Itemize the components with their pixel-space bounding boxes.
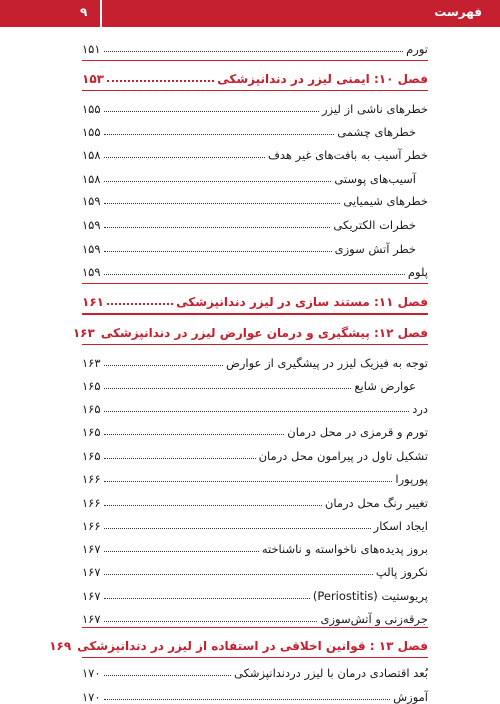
dot-leader [104, 202, 341, 204]
dot-leader [104, 410, 410, 412]
header-page-number: ۹ [80, 5, 88, 19]
entry-page-number: ۱۵۸ [82, 172, 101, 186]
entry-page-number: ۱۵۳ [82, 72, 104, 86]
toc-chapter [49, 633, 428, 653]
header-title: فهرست [434, 5, 482, 19]
entry-title: پورپورا [395, 472, 428, 486]
toc-entry [82, 396, 428, 416]
dot-leader [107, 302, 173, 305]
chapter-rule-bottom [82, 344, 428, 345]
entry-page-number: ۱۶۶ [82, 496, 101, 510]
toc-entry [82, 350, 428, 370]
toc-entry [82, 119, 428, 139]
entry-page-number: ۱۶۷ [82, 542, 101, 556]
entry-page-number: ۱۶۳ [72, 326, 95, 340]
entry-title: خطرهای چشمی [337, 125, 416, 139]
entry-title: ایجاد اسکار [373, 519, 428, 533]
toc-entry [82, 660, 428, 680]
entry-title: فصل ۱۰: ایمنی لیزر در دندانپزشکی [217, 72, 428, 86]
entry-title: تغییر رنگ محل درمان [324, 496, 428, 510]
dot-leader [104, 480, 393, 482]
entry-page-number: ۱۵۵ [82, 125, 101, 139]
entry-title: خطرهای ناشی از لیزر [322, 102, 428, 116]
toc-entry [82, 443, 428, 463]
chapter-rule-top [82, 283, 428, 284]
dot-leader [104, 597, 310, 599]
entry-page-number: ۱۵۹ [82, 265, 101, 279]
dot-leader [104, 620, 318, 622]
entry-page-number: ۱۶۵ [82, 402, 101, 416]
entry-title: تورم و قرمزی در محل درمان [287, 425, 428, 439]
entry-title: خطرهای شیمیایی [343, 194, 428, 208]
toc-entry [82, 466, 428, 486]
entry-title: فصل ۱۳ : قوانین اخلاقی در استفاده از لیزر در دندانپزشکی [77, 639, 428, 653]
chapter-rule-bottom [82, 90, 428, 91]
entry-page-number: ۱۶۵ [82, 379, 101, 393]
dot-leader [104, 180, 332, 182]
dot-leader [104, 156, 265, 158]
entry-page-number: ۱۶۵ [82, 425, 101, 439]
entry-page-number: ۱۷۰ [82, 666, 101, 680]
toc-entry [82, 96, 428, 116]
toc-chapter [82, 66, 428, 86]
entry-page-number: ۱۵۹ [82, 218, 101, 232]
entry-title: خطر آسیب به بافت‌های غیر هدف [267, 148, 428, 162]
dot-leader [104, 550, 259, 552]
toc-entry [82, 373, 428, 393]
entry-title: پلوم [407, 265, 428, 279]
dot-leader [104, 433, 285, 435]
chapter-rule-top [82, 627, 428, 628]
entry-page-number: ۱۶۶ [82, 519, 101, 533]
entry-title: توجه به فیزیک لیزر در پیشگیری از عوارض [225, 356, 428, 370]
entry-title: پریوستیت (Periostitis) [312, 589, 428, 603]
entry-page-number: ۱۵۹ [82, 194, 101, 208]
entry-page-number: ۱۶۹ [49, 639, 72, 653]
toc-entry [82, 490, 428, 510]
entry-page-number: ۱۶۷ [82, 589, 101, 603]
entry-page-number: ۱۵۹ [82, 242, 101, 256]
entry-title: خطر آتش سوزی [334, 242, 416, 256]
dot-leader [104, 50, 404, 52]
toc-entry [82, 513, 428, 533]
dot-leader [104, 457, 256, 459]
toc-entry [82, 36, 428, 56]
entry-page-number: ۱۷۰ [82, 690, 101, 704]
entry-title: تورم [406, 42, 428, 56]
dot-leader [107, 79, 214, 82]
entry-title: خطرات الکتریکی [333, 218, 416, 232]
entry-page-number: ۱۵۱ [82, 42, 101, 56]
dot-leader [104, 110, 319, 112]
toc-entry [82, 259, 428, 279]
entry-page-number: ۱۵۸ [82, 148, 101, 162]
entry-title: فصل ۱۲: پیشگیری و درمان عوارض لیزر در دندانپزشکی [100, 326, 428, 340]
toc-entry [82, 166, 428, 186]
chapter-rule-top [82, 60, 428, 61]
toc-chapter [82, 289, 428, 309]
entry-title: آسیب‌های پوستی [334, 172, 416, 186]
toc-entry [82, 583, 428, 603]
toc-entry [82, 606, 428, 626]
dot-leader [104, 573, 373, 575]
entry-title: جرقه‌زنی و آتش‌سوزی [320, 612, 428, 626]
entry-title: بروز پدیده‌های ناخواسته و ناشناخته [261, 542, 428, 556]
entry-title: آموزش [393, 690, 428, 704]
toc-entry [82, 188, 428, 208]
toc-entry [82, 419, 428, 439]
entry-title: عوارض شایع [354, 379, 416, 393]
chapter-rule-bottom [82, 657, 428, 658]
dot-leader [104, 364, 223, 366]
entry-page-number: ۱۵۵ [82, 102, 101, 116]
entry-title: تشکیل تاول در پیرامون محل درمان [258, 449, 428, 463]
toc-entry [82, 142, 428, 162]
dot-leader [104, 226, 331, 228]
toc-entry [82, 684, 428, 704]
dot-leader [104, 133, 335, 135]
dot-leader [104, 387, 352, 389]
entry-page-number: ۱۶۷ [82, 612, 101, 626]
entry-page-number: ۱۶۱ [82, 295, 104, 309]
entry-page-number: ۱۶۷ [82, 565, 101, 579]
entry-title: فصل ۱۱: مستند سازی در لیزر دندانپزشکی [176, 295, 428, 309]
toc-entry [82, 559, 428, 579]
toc-entry [82, 236, 428, 256]
dot-leader [104, 504, 322, 506]
entry-title: نکروز پالپ [375, 565, 428, 579]
entry-title: درد [412, 402, 428, 416]
dot-leader [104, 250, 332, 252]
entry-page-number: ۱۶۳ [82, 356, 101, 370]
entry-page-number: ۱۶۵ [82, 449, 101, 463]
dot-leader [104, 674, 231, 676]
toc-entry [82, 212, 428, 232]
entry-page-number: ۱۶۶ [82, 472, 101, 486]
dot-leader [104, 527, 371, 529]
chapter-rule-top [82, 314, 428, 315]
entry-title: بُعد اقتصادی درمان با لیزر دردندانپزشکی [233, 666, 428, 680]
dot-leader [104, 273, 405, 275]
toc-entry [82, 536, 428, 556]
toc-chapter [72, 320, 428, 340]
